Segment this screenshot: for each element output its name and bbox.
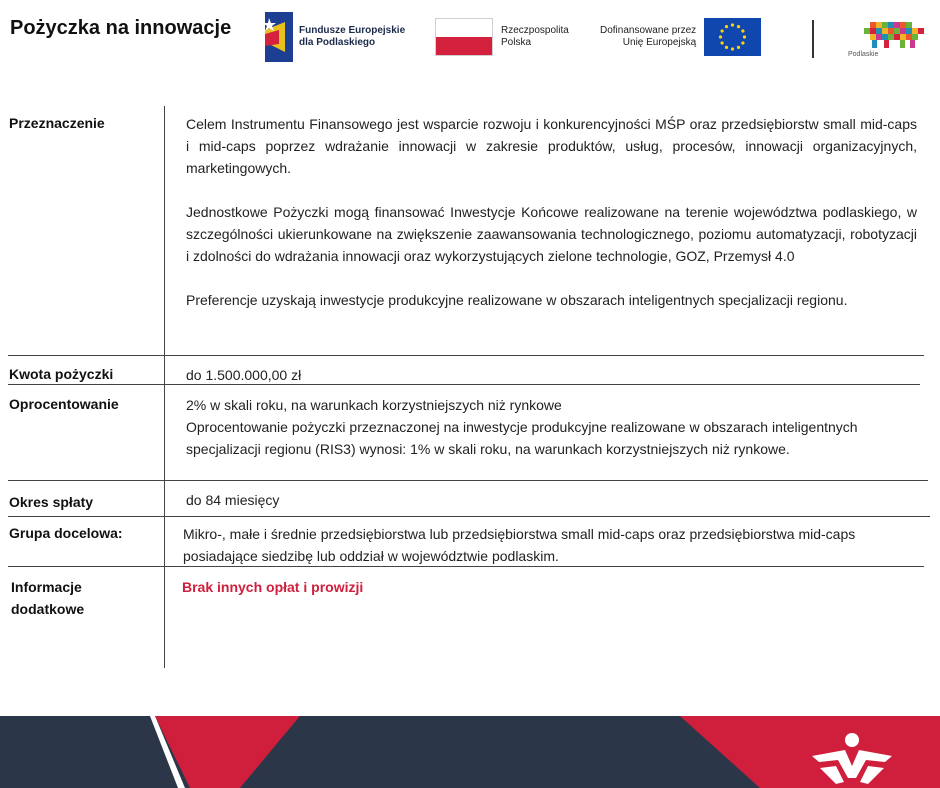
informacje-value: Brak innych opłat i prowizji xyxy=(182,579,364,595)
column-divider xyxy=(164,106,165,668)
row-divider xyxy=(8,516,930,517)
polish-flag-icon xyxy=(435,18,493,56)
okres-label: Okres spłaty xyxy=(9,494,94,510)
przeznaczenie-paragraph: Jednostkowe Pożyczki mogą finansować Inwestycje Końcowe realizowane na terenie województwa podlaskiego, w szczególności ukierunkowane na zwiększenie zaawansowania technologicznego, poziomu automatyzacji, robotyzacji i zdolności do wdrażania innowacji oraz wykorzystujących zielone technologie, GOZ, Przemysł 4.0 xyxy=(186,204,917,264)
okres-value: do 84 miesięcy xyxy=(186,492,280,508)
rzeczpospolita-logo xyxy=(435,18,569,56)
przeznaczenie-content xyxy=(186,113,917,311)
oprocentowanie-line: Oprocentowanie pożyczki przeznaczonej na inwestycje produkcyjne realizowane w obszarach inteligentnych specjalizacji regionu (RIS3) wynosi: 1% w skali roku, na warunkach korzystniejszych niż rynkowe. xyxy=(186,419,858,457)
fundusze-europejskie-emblem-icon xyxy=(265,12,293,62)
rzeczpospolita-text: Rzeczpospolita Polska xyxy=(501,25,569,48)
przeznaczenie-paragraph: Preferencje uzyskają inwestycje produkcyjne realizowane w obszarach inteligentnych specjalizacji regionu. xyxy=(186,292,848,308)
grupa-value: Mikro-, małe i średnie przedsiębiorstwa lub przedsiębiorstwa small mid-caps oraz przedsiębiorstwa mid-caps posiadające siedzibę lub oddział w województwie podlaskim. xyxy=(183,526,856,564)
row-divider xyxy=(8,480,928,481)
podlaskie-text: Podlaskie xyxy=(848,51,879,58)
fundusze-europejskie-logo xyxy=(265,12,405,62)
fundusze-europejskie-text: Fundusze Europejskie dla Podlaskiego xyxy=(299,25,406,48)
eu-cofinancing-text: Dofinansowane przez Unię Europejską xyxy=(600,25,697,48)
row-divider xyxy=(8,355,924,356)
logo-divider xyxy=(812,20,814,58)
grupa-label: Grupa docelowa: xyxy=(9,525,123,541)
oprocentowanie-line: 2% w skali roku, na warunkach korzystniejszych niż rynkowe xyxy=(186,397,562,413)
kwota-value: do 1.500.000,00 zł xyxy=(186,367,302,383)
oprocentowanie-content xyxy=(186,394,916,460)
row-divider xyxy=(8,384,920,385)
footer-band xyxy=(0,716,940,788)
page-title: Pożyczka na innowacje xyxy=(10,17,232,39)
informacje-label: Informacje dodatkowe xyxy=(11,579,85,617)
przeznaczenie-paragraph: Celem Instrumentu Finansowego jest wsparcie rozwoju i konkurencyjności MŚP oraz przedsiębiorstw small mid-caps i mid-caps poprzez wdrażanie innowacji w zakresie produktów, usług, procesów, innowacji organizacyjnych, marketingowych. xyxy=(186,116,917,176)
kwota-label: Kwota pożyczki xyxy=(9,366,114,382)
eu-cofinancing-logo xyxy=(600,18,761,56)
podlaskie-logo xyxy=(848,20,930,65)
przeznaczenie-label: Przeznaczenie xyxy=(9,115,105,131)
eu-flag-icon xyxy=(704,18,761,56)
oprocentowanie-label: Oprocentowanie xyxy=(9,396,119,412)
